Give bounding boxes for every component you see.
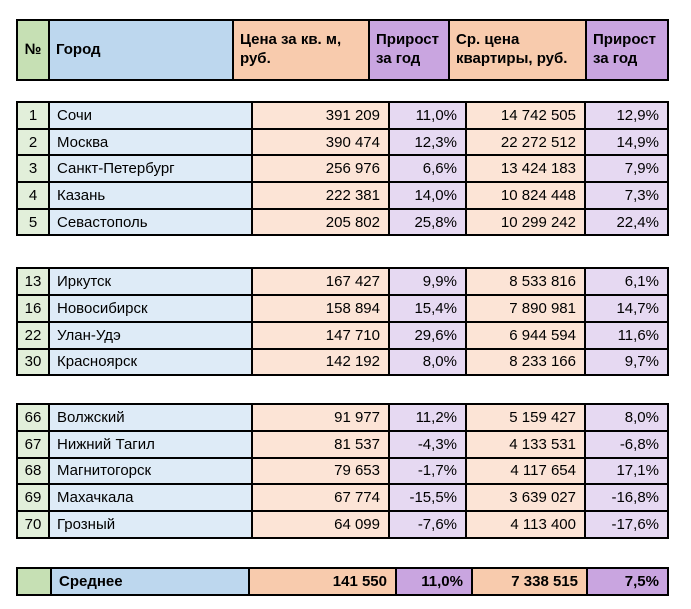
table-row <box>17 268 668 295</box>
price-per-sqm-cell: 91 977 <box>252 404 389 431</box>
rank-cell: 2 <box>17 129 49 156</box>
summary-table <box>16 567 669 596</box>
avg-price-growth-cell: 12,9% <box>585 102 668 129</box>
rank-cell: 66 <box>17 404 49 431</box>
price-per-sqm-cell: 158 894 <box>252 295 389 322</box>
avg-price-growth-cell: 22,4% <box>585 209 668 236</box>
avg-apartment-price-cell: 14 742 505 <box>466 102 585 129</box>
col-header-avg-apartment-price: Ср. цена квартиры, руб. <box>449 20 586 80</box>
avg-apartment-price-cell: 8 533 816 <box>466 268 585 295</box>
avg-price-growth-cell: -16,8% <box>585 484 668 511</box>
avg-price-growth-cell: 6,1% <box>585 268 668 295</box>
summary-rank-cell <box>17 568 51 595</box>
summary-avg-price-growth-cell: 7,5% <box>587 568 668 595</box>
table-row <box>17 182 668 209</box>
city-cell: Магнитогорск <box>49 458 252 485</box>
rank-cell: 5 <box>17 209 49 236</box>
yearly-growth-cell: 14,0% <box>389 182 466 209</box>
yearly-growth-cell: 29,6% <box>389 322 466 349</box>
yearly-growth-cell: -15,5% <box>389 484 466 511</box>
city-cell: Иркутск <box>49 268 252 295</box>
middle-cities-table <box>16 267 669 376</box>
yearly-growth-cell: 11,2% <box>389 404 466 431</box>
avg-price-growth-cell: 7,9% <box>585 155 668 182</box>
top-cities-table <box>16 101 669 236</box>
col-header-rank: № <box>17 20 49 80</box>
yearly-growth-cell: -4,3% <box>389 431 466 458</box>
table-row <box>17 102 668 129</box>
rank-cell: 22 <box>17 322 49 349</box>
price-per-sqm-cell: 67 774 <box>252 484 389 511</box>
city-cell: Казань <box>49 182 252 209</box>
city-cell: Сочи <box>49 102 252 129</box>
avg-apartment-price-cell: 8 233 166 <box>466 349 585 376</box>
avg-apartment-price-cell: 13 424 183 <box>466 155 585 182</box>
rank-cell: 3 <box>17 155 49 182</box>
city-cell: Санкт-Петербург <box>49 155 252 182</box>
rank-cell: 13 <box>17 268 49 295</box>
price-per-sqm-cell: 256 976 <box>252 155 389 182</box>
avg-apartment-price-cell: 3 639 027 <box>466 484 585 511</box>
table-row <box>17 404 668 431</box>
avg-price-growth-cell: 8,0% <box>585 404 668 431</box>
yearly-growth-cell: 11,0% <box>389 102 466 129</box>
avg-apartment-price-cell: 4 133 531 <box>466 431 585 458</box>
city-cell: Махачкала <box>49 484 252 511</box>
rank-cell: 68 <box>17 458 49 485</box>
city-cell: Нижний Тагил <box>49 431 252 458</box>
table-row <box>17 349 668 376</box>
col-header-city: Город <box>49 20 233 80</box>
yearly-growth-cell: 8,0% <box>389 349 466 376</box>
rank-cell: 30 <box>17 349 49 376</box>
rank-cell: 67 <box>17 431 49 458</box>
avg-price-growth-cell: -17,6% <box>585 511 668 538</box>
table-row <box>17 295 668 322</box>
bottom-cities-table <box>16 403 669 538</box>
summary-yearly-growth-cell: 11,0% <box>396 568 472 595</box>
yearly-growth-cell: 15,4% <box>389 295 466 322</box>
price-per-sqm-cell: 147 710 <box>252 322 389 349</box>
avg-apartment-price-cell: 7 890 981 <box>466 295 585 322</box>
avg-apartment-price-cell: 10 299 242 <box>466 209 585 236</box>
rank-cell: 1 <box>17 102 49 129</box>
price-per-sqm-cell: 390 474 <box>252 129 389 156</box>
avg-price-growth-cell: 7,3% <box>585 182 668 209</box>
avg-price-growth-cell: 14,9% <box>585 129 668 156</box>
col-header-price-per-sqm: Цена за кв. м, руб. <box>233 20 369 80</box>
header-row <box>17 20 668 80</box>
table-row <box>17 458 668 485</box>
summary-price-per-sqm-cell: 141 550 <box>249 568 396 595</box>
price-per-sqm-cell: 222 381 <box>252 182 389 209</box>
price-per-sqm-cell: 81 537 <box>252 431 389 458</box>
price-per-sqm-cell: 391 209 <box>252 102 389 129</box>
city-cell: Севастополь <box>49 209 252 236</box>
yearly-growth-cell: -7,6% <box>389 511 466 538</box>
table-row <box>17 155 668 182</box>
avg-price-growth-cell: 11,6% <box>585 322 668 349</box>
avg-apartment-price-cell: 22 272 512 <box>466 129 585 156</box>
table-row <box>17 431 668 458</box>
summary-row <box>17 568 668 595</box>
avg-apartment-price-cell: 10 824 448 <box>466 182 585 209</box>
city-cell: Красноярск <box>49 349 252 376</box>
city-cell: Новосибирск <box>49 295 252 322</box>
price-per-sqm-cell: 142 192 <box>252 349 389 376</box>
yearly-growth-cell: 25,8% <box>389 209 466 236</box>
table-row <box>17 322 668 349</box>
yearly-growth-cell: 9,9% <box>389 268 466 295</box>
rank-cell: 69 <box>17 484 49 511</box>
avg-price-growth-cell: -6,8% <box>585 431 668 458</box>
rank-cell: 70 <box>17 511 49 538</box>
price-per-sqm-cell: 64 099 <box>252 511 389 538</box>
avg-apartment-price-cell: 4 113 400 <box>466 511 585 538</box>
table-row <box>17 209 668 236</box>
yearly-growth-cell: 12,3% <box>389 129 466 156</box>
col-header-yearly-growth: Прирост за год <box>369 20 449 80</box>
avg-apartment-price-cell: 6 944 594 <box>466 322 585 349</box>
header-table <box>16 19 669 81</box>
yearly-growth-cell: 6,6% <box>389 155 466 182</box>
avg-apartment-price-cell: 5 159 427 <box>466 404 585 431</box>
rank-cell: 16 <box>17 295 49 322</box>
city-cell: Улан-Удэ <box>49 322 252 349</box>
avg-price-growth-cell: 14,7% <box>585 295 668 322</box>
city-cell: Грозный <box>49 511 252 538</box>
city-cell: Волжский <box>49 404 252 431</box>
avg-price-growth-cell: 9,7% <box>585 349 668 376</box>
yearly-growth-cell: -1,7% <box>389 458 466 485</box>
avg-apartment-price-cell: 4 117 654 <box>466 458 585 485</box>
col-header-avg-price-growth: Прирост за год <box>586 20 668 80</box>
summary-avg-apartment-price-cell: 7 338 515 <box>472 568 587 595</box>
summary-label-cell: Среднее <box>51 568 249 595</box>
price-per-sqm-cell: 79 653 <box>252 458 389 485</box>
city-cell: Москва <box>49 129 252 156</box>
price-per-sqm-cell: 167 427 <box>252 268 389 295</box>
table-row <box>17 129 668 156</box>
table-row <box>17 511 668 538</box>
avg-price-growth-cell: 17,1% <box>585 458 668 485</box>
rank-cell: 4 <box>17 182 49 209</box>
price-per-sqm-cell: 205 802 <box>252 209 389 236</box>
table-row <box>17 484 668 511</box>
